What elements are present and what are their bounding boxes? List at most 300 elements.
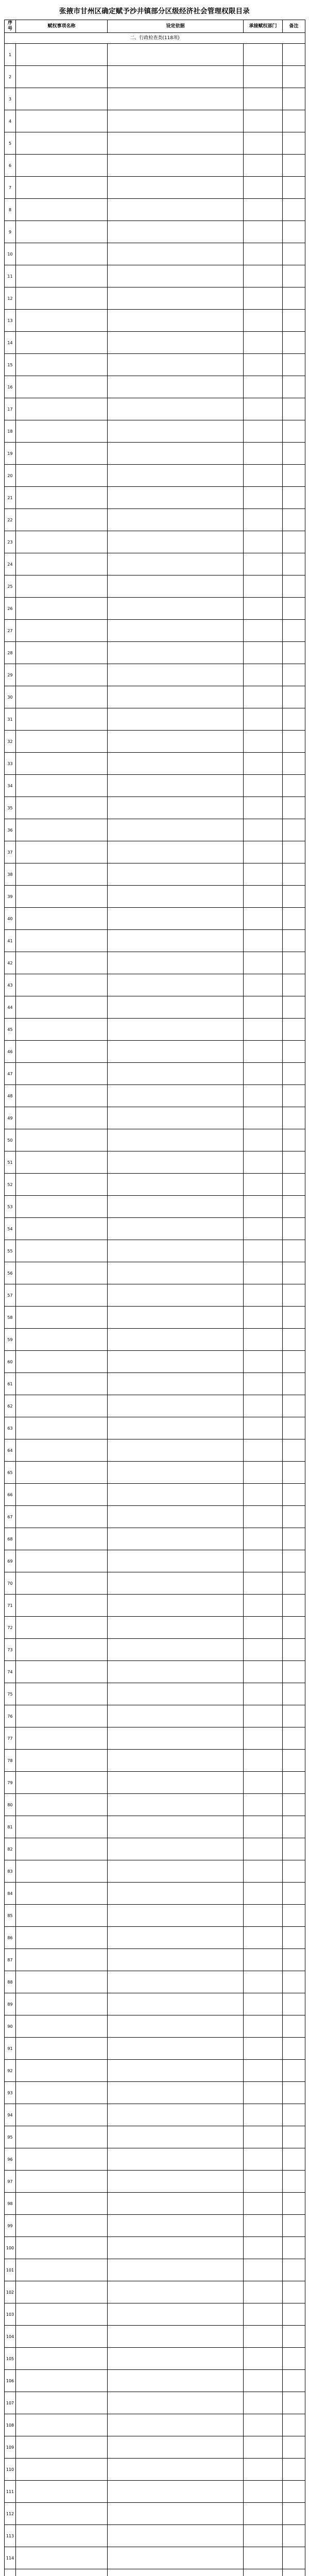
row-dept [244,1085,283,1107]
row-dept [244,2193,283,2215]
row-dept [244,487,283,509]
row-note [283,2038,305,2060]
row-name [16,2259,108,2281]
row-no: 52 [5,1174,16,1196]
table-row [5,132,305,155]
row-no: 32 [5,731,16,753]
table-row [5,598,305,620]
row-name [16,1262,108,1284]
row-dept [244,1218,283,1240]
row-note [283,2547,305,2569]
row-no: 100 [5,2237,16,2259]
row-name [16,332,108,354]
row-basis [108,2015,244,2038]
row-name [16,1085,108,1107]
row-name [16,287,108,310]
row-basis [108,598,244,620]
table-row [5,753,305,775]
row-dept [244,509,283,531]
row-name [16,620,108,642]
row-no: 104 [5,2326,16,2348]
row-name [16,664,108,686]
table-row [5,487,305,509]
row-no: 91 [5,2038,16,2060]
row-note [283,487,305,509]
row-dept [244,753,283,775]
row-name [16,1772,108,1794]
row-no: 19 [5,443,16,465]
row-basis [108,1816,244,1838]
row-no: 112 [5,2503,16,2525]
row-no: 88 [5,1971,16,1993]
row-note [283,1617,305,1639]
row-basis [108,1129,244,1151]
row-dept [244,1705,283,1727]
row-note [283,2459,305,2481]
row-basis [108,531,244,553]
row-no: 72 [5,1617,16,1639]
row-dept [244,819,283,841]
row-note [283,1041,305,1063]
row-name [16,2525,108,2547]
row-dept [244,1174,283,1196]
row-no: 111 [5,2481,16,2503]
table-row [5,1905,305,1927]
row-name [16,2481,108,2503]
table-row [5,2171,305,2193]
table-row [5,1019,305,1041]
row-note [283,664,305,686]
row-name [16,1019,108,1041]
row-no: 4 [5,110,16,132]
row-name [16,753,108,775]
row-name [16,1129,108,1151]
table-row [5,1284,305,1307]
row-dept [244,1617,283,1639]
row-dept [244,1129,283,1151]
table-row [5,2326,305,2348]
row-basis [108,1905,244,1927]
row-name [16,1174,108,1196]
row-note [283,841,305,863]
row-dept [244,1661,283,1683]
row-name [16,265,108,287]
row-dept [244,1063,283,1085]
row-no: 11 [5,265,16,287]
row-no: 87 [5,1949,16,1971]
table-row [5,1838,305,1860]
row-note [283,753,305,775]
table-row [5,2126,305,2148]
row-basis [108,376,244,398]
row-basis [108,1838,244,1860]
row-basis [108,775,244,797]
row-name [16,2237,108,2259]
row-basis [108,2126,244,2148]
row-name [16,177,108,199]
row-basis [108,1174,244,1196]
row-name [16,1063,108,1085]
row-no: 50 [5,1129,16,1151]
row-dept [244,1727,283,1750]
row-no: 76 [5,1705,16,1727]
row-basis [108,908,244,930]
row-dept [244,598,283,620]
row-dept [244,1196,283,1218]
table-row [5,1860,305,1883]
row-basis [108,1860,244,1883]
row-note [283,66,305,88]
table-row [5,1107,305,1129]
row-name [16,2348,108,2370]
row-dept [244,110,283,132]
row-no: 97 [5,2171,16,2193]
row-note [283,1905,305,1927]
row-dept [244,1019,283,1041]
row-no: 65 [5,1462,16,1484]
table-row [5,819,305,841]
row-dept [244,575,283,598]
row-basis [108,1284,244,1307]
row-dept [244,1927,283,1949]
row-dept [244,88,283,110]
row-dept [244,2436,283,2459]
row-note [283,2392,305,2414]
row-note [283,2569,305,2576]
row-no: 94 [5,2104,16,2126]
row-note [283,2503,305,2525]
row-note [283,1860,305,1883]
row-no: 110 [5,2459,16,2481]
row-no: 31 [5,708,16,731]
row-note [283,2215,305,2237]
table-row [5,775,305,797]
row-note [283,2414,305,2436]
table-row [5,1727,305,1750]
row-no: 43 [5,974,16,996]
row-basis [108,2259,244,2281]
row-name [16,642,108,664]
row-no: 96 [5,2148,16,2171]
row-note [283,1395,305,1417]
row-note [283,2436,305,2459]
table-row [5,2060,305,2082]
row-dept [244,686,283,708]
row-no: 63 [5,1417,16,1439]
table-row [5,664,305,686]
row-dept [244,1683,283,1705]
row-name [16,1196,108,1218]
row-note [283,1506,305,1528]
row-name [16,2015,108,2038]
row-note [283,1528,305,1550]
row-no: 60 [5,1351,16,1373]
row-dept [244,620,283,642]
table-row [5,1174,305,1196]
row-basis [108,1484,244,1506]
row-no: 78 [5,1750,16,1772]
row-no: 77 [5,1727,16,1750]
table-row [5,1329,305,1351]
row-name [16,1528,108,1550]
row-basis [108,731,244,753]
row-note [283,1462,305,1484]
row-name [16,310,108,332]
row-dept [244,2082,283,2104]
row-no: 36 [5,819,16,841]
row-dept [244,2126,283,2148]
table-row [5,2015,305,2038]
row-note [283,1151,305,1174]
row-no: 84 [5,1883,16,1905]
header-dept: 承接赋权部门 [244,20,283,33]
row-dept [244,2038,283,2060]
section-row [5,33,305,44]
row-name [16,1218,108,1240]
row-note [283,620,305,642]
row-basis [108,1572,244,1595]
row-dept [244,863,283,886]
table-row [5,996,305,1019]
row-dept [244,2459,283,2481]
table-row [5,2281,305,2303]
row-name [16,952,108,974]
row-name [16,2104,108,2126]
row-name [16,465,108,487]
table-row [5,1262,305,1284]
row-note [283,819,305,841]
row-basis [108,465,244,487]
table-row [5,2547,305,2569]
row-name [16,1240,108,1262]
row-name [16,1683,108,1705]
row-no: 3 [5,88,16,110]
powers-table [4,20,305,2576]
row-name [16,243,108,265]
row-note [283,1949,305,1971]
row-note [283,1971,305,1993]
row-dept [244,332,283,354]
row-no: 61 [5,1373,16,1395]
row-no: 58 [5,1307,16,1329]
table-row [5,443,305,465]
row-note [283,2148,305,2171]
row-name [16,1041,108,1063]
row-name [16,886,108,908]
row-name [16,1883,108,1905]
row-name [16,2326,108,2348]
row-no: 81 [5,1816,16,1838]
table-row [5,2193,305,2215]
row-name [16,398,108,420]
row-no: 45 [5,1019,16,1041]
row-dept [244,310,283,332]
row-dept [244,2547,283,2569]
row-note [283,1129,305,1151]
row-name [16,863,108,886]
row-dept [244,1572,283,1595]
table-row [5,310,305,332]
row-dept [244,553,283,575]
row-basis [108,1661,244,1683]
row-note [283,1417,305,1439]
row-dept [244,952,283,974]
row-note [283,553,305,575]
row-name [16,1794,108,1816]
row-name [16,1462,108,1484]
row-note [283,575,305,598]
table-row [5,1506,305,1528]
row-no: 44 [5,996,16,1019]
row-note [283,1794,305,1816]
table-row [5,332,305,354]
row-basis [108,863,244,886]
row-dept [244,465,283,487]
row-name [16,1572,108,1595]
row-note [283,1683,305,1705]
row-name [16,2171,108,2193]
row-name [16,1107,108,1129]
table-row [5,2459,305,2481]
row-basis [108,2082,244,2104]
row-dept [244,974,283,996]
row-note [283,376,305,398]
row-dept [244,1284,283,1307]
table-row [5,66,305,88]
table-row [5,376,305,398]
row-no: 26 [5,598,16,620]
table-row [5,797,305,819]
row-no: 80 [5,1794,16,1816]
row-basis [108,1727,244,1750]
row-no: 22 [5,509,16,531]
table-row [5,110,305,132]
table-row [5,2481,305,2503]
table-row [5,1772,305,1794]
row-dept [244,2569,283,2576]
row-basis [108,132,244,155]
row-dept [244,1151,283,1174]
row-basis [108,2303,244,2326]
header-note: 备注 [283,20,305,33]
row-name [16,2370,108,2392]
row-note [283,531,305,553]
row-basis [108,1927,244,1949]
row-note [283,1750,305,1772]
row-dept [244,1351,283,1373]
row-dept [244,1750,283,1772]
row-name [16,1949,108,1971]
row-basis [108,708,244,731]
row-dept [244,1993,283,2015]
table-row [5,354,305,376]
row-note [283,420,305,443]
row-no: 86 [5,1927,16,1949]
row-name [16,88,108,110]
table-row [5,1395,305,1417]
row-basis [108,1196,244,1218]
row-name [16,996,108,1019]
row-name [16,1705,108,1727]
row-dept [244,44,283,66]
row-basis [108,2525,244,2547]
table-row [5,531,305,553]
table-row [5,2082,305,2104]
row-name [16,575,108,598]
row-note [283,2104,305,2126]
row-name [16,1351,108,1373]
row-basis [108,2326,244,2348]
row-dept [244,2303,283,2326]
table-row [5,1063,305,1085]
table-header [5,20,305,33]
row-no: 93 [5,2082,16,2104]
table-row [5,1639,305,1661]
header-row [5,20,305,33]
table-row [5,1595,305,1617]
row-name [16,44,108,66]
row-name [16,443,108,465]
row-no: 35 [5,797,16,819]
row-no: 73 [5,1639,16,1661]
table-row [5,1949,305,1971]
row-basis [108,1262,244,1284]
table-row [5,420,305,443]
row-no: 70 [5,1572,16,1595]
row-basis [108,1462,244,1484]
row-no: 62 [5,1395,16,1417]
row-name [16,1750,108,1772]
row-no: 23 [5,531,16,553]
row-name [16,974,108,996]
row-dept [244,1262,283,1284]
row-basis [108,996,244,1019]
table-row [5,2436,305,2459]
row-dept [244,155,283,177]
row-basis [108,88,244,110]
table-row [5,2259,305,2281]
row-dept [244,2326,283,2348]
row-basis [108,575,244,598]
row-note [283,2326,305,2348]
row-basis [108,1395,244,1417]
row-no: 79 [5,1772,16,1794]
row-name [16,1329,108,1351]
row-basis [108,1506,244,1528]
row-basis [108,620,244,642]
row-dept [244,398,283,420]
row-no: 5 [5,132,16,155]
row-note [283,1085,305,1107]
row-name [16,1439,108,1462]
row-basis [108,819,244,841]
row-basis [108,952,244,974]
row-basis [108,110,244,132]
table-row [5,1417,305,1439]
row-dept [244,1794,283,1816]
table-row [5,1883,305,1905]
row-name [16,487,108,509]
row-note [283,2481,305,2503]
row-note [283,199,305,221]
row-no: 99 [5,2215,16,2237]
row-note [283,287,305,310]
row-basis [108,553,244,575]
row-name [16,841,108,863]
row-name [16,775,108,797]
row-no: 41 [5,930,16,952]
row-no: 75 [5,1683,16,1705]
